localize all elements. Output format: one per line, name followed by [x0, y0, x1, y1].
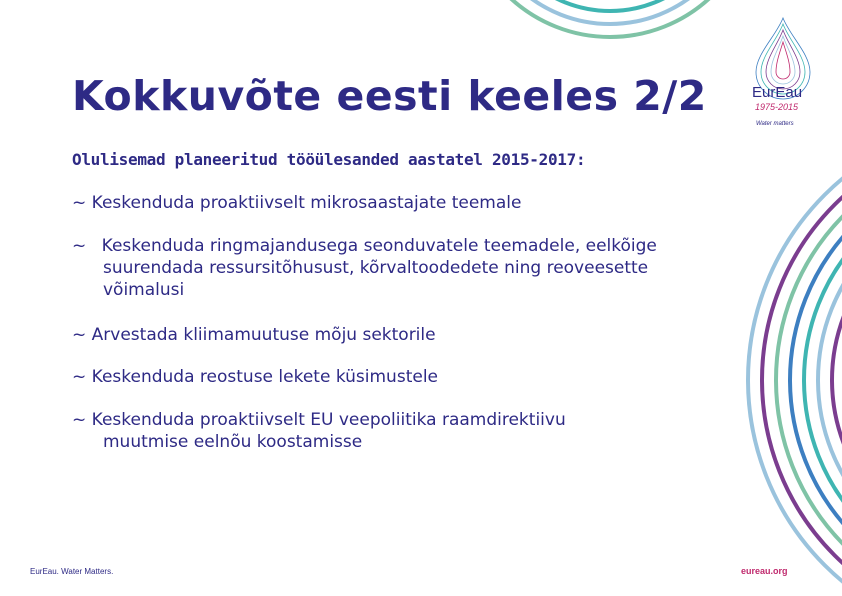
- decorative-arc: [832, 202, 842, 558]
- bullet-text: Keskenduda ringmajandusega seonduvatele teemadele, eelkõige: [101, 236, 657, 256]
- bullet-marker: ~: [72, 236, 87, 256]
- list-item: [72, 409, 566, 453]
- bullet-marker: ~: [72, 410, 87, 430]
- slide-title: Kokkuvõte eesti keeles 2/2: [72, 72, 707, 120]
- bullet-marker: ~: [72, 367, 87, 387]
- footer-website-link[interactable]: eureau.org: [741, 566, 788, 576]
- list-item: [72, 324, 436, 346]
- eureau-logo-drop-icon: [748, 14, 818, 134]
- decorative-arc: [463, 0, 757, 37]
- list-item: [72, 192, 521, 214]
- bullet-text-continued: võimalusi: [103, 280, 185, 300]
- bullet-marker: ~: [72, 193, 87, 213]
- bullet-text: Keskenduda proaktiivselt EU veepoliitika raamdirektiivu: [91, 410, 566, 430]
- logo-years: 1975-2015: [755, 102, 799, 112]
- bullet-text: Keskenduda proaktiivselt mikrosaastajate teemale: [91, 193, 522, 213]
- list-item: [72, 235, 657, 301]
- footer-tagline: EurEau. Water Matters.: [30, 567, 114, 576]
- bullet-text: Keskenduda reostuse lekete küsimustele: [91, 367, 438, 387]
- bullet-marker: ~: [72, 325, 87, 345]
- bullet-text: Arvestada kliimamuutuse mõju sektorile: [91, 325, 436, 345]
- logo-wordmark: EurEau: [752, 84, 803, 101]
- logo-tagline: Water matters: [756, 121, 794, 127]
- bullet-text-continued: muutmise eelnõu koostamisse: [103, 432, 363, 452]
- slide-subtitle: Olulisemad planeeritud tööülesanded aastatel 2015-2017:: [72, 150, 586, 169]
- bullet-text-continued: suurendada ressursitõhusust, kõrvaltoodedete ning reoveesette: [103, 258, 649, 278]
- list-item: [72, 366, 438, 388]
